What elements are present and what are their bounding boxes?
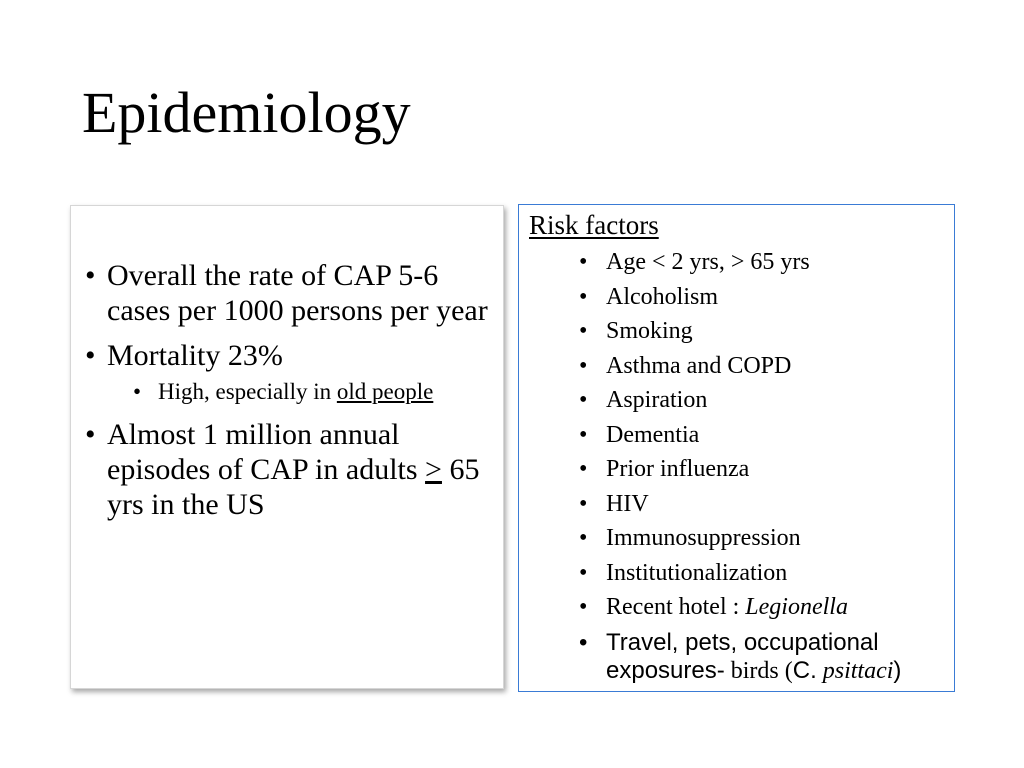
epidemiology-content-box — [70, 205, 504, 689]
risk-factor-item: • Smoking — [577, 314, 947, 349]
slide-title: Epidemiology — [82, 80, 411, 145]
risk-factor-hotel — [577, 590, 947, 625]
bullet-cap-rate — [83, 258, 493, 328]
risk-factor-item: • HIV — [577, 487, 947, 522]
bullet-annual-episodes — [83, 417, 493, 522]
hotel-prefix: Recent hotel : — [606, 594, 746, 620]
risk-factors-box — [518, 204, 955, 692]
risk-factor-item: • Aspiration — [577, 383, 947, 418]
travel-sans-text: Travel, pets, occupational exposures- — [606, 628, 879, 684]
travel-psittaci-text: psittaci — [816, 657, 894, 684]
sub-bullet-old-people — [131, 377, 493, 407]
bullet-mortality-text: Mortality 23% — [107, 339, 283, 372]
mortality-sublist — [107, 377, 493, 407]
risk-factor-item: • Alcoholism — [577, 280, 947, 315]
travel-birds-text: birds ( — [724, 657, 793, 684]
sub-bullet-prefix: High, especially in — [158, 379, 337, 404]
bullet-episodes-part2: 65 yrs in the US — [107, 453, 480, 521]
travel-close-paren: ) — [893, 656, 902, 684]
bullet-episodes-part1: Almost 1 million annual episodes of CAP in adults — [107, 418, 426, 486]
risk-factor-item: • Age < 2 yrs, > 65 yrs — [577, 245, 947, 280]
risk-factors-heading: Risk factors — [529, 210, 659, 240]
sub-bullet-underlined: old people — [336, 379, 434, 404]
risk-factor-item: • Prior influenza — [577, 452, 947, 487]
risk-factor-travel — [577, 625, 947, 685]
epidemiology-bullet-list — [83, 258, 493, 532]
risk-factor-item: • Institutionalization — [577, 556, 947, 591]
risk-factor-item: • Dementia — [577, 418, 947, 453]
hotel-legionella: Legionella — [745, 594, 848, 620]
bullet-cap-rate-text: Overall the rate of CAP 5-6 cases per 1000 persons per year — [107, 259, 488, 327]
risk-factors-list — [577, 245, 947, 685]
bullet-episodes-symbol: > — [425, 453, 442, 486]
risk-factor-item: • Immunosuppression — [577, 521, 947, 556]
travel-c-text: C. — [792, 656, 817, 684]
risk-factor-item: • Asthma and COPD — [577, 349, 947, 384]
bullet-mortality — [83, 338, 493, 407]
